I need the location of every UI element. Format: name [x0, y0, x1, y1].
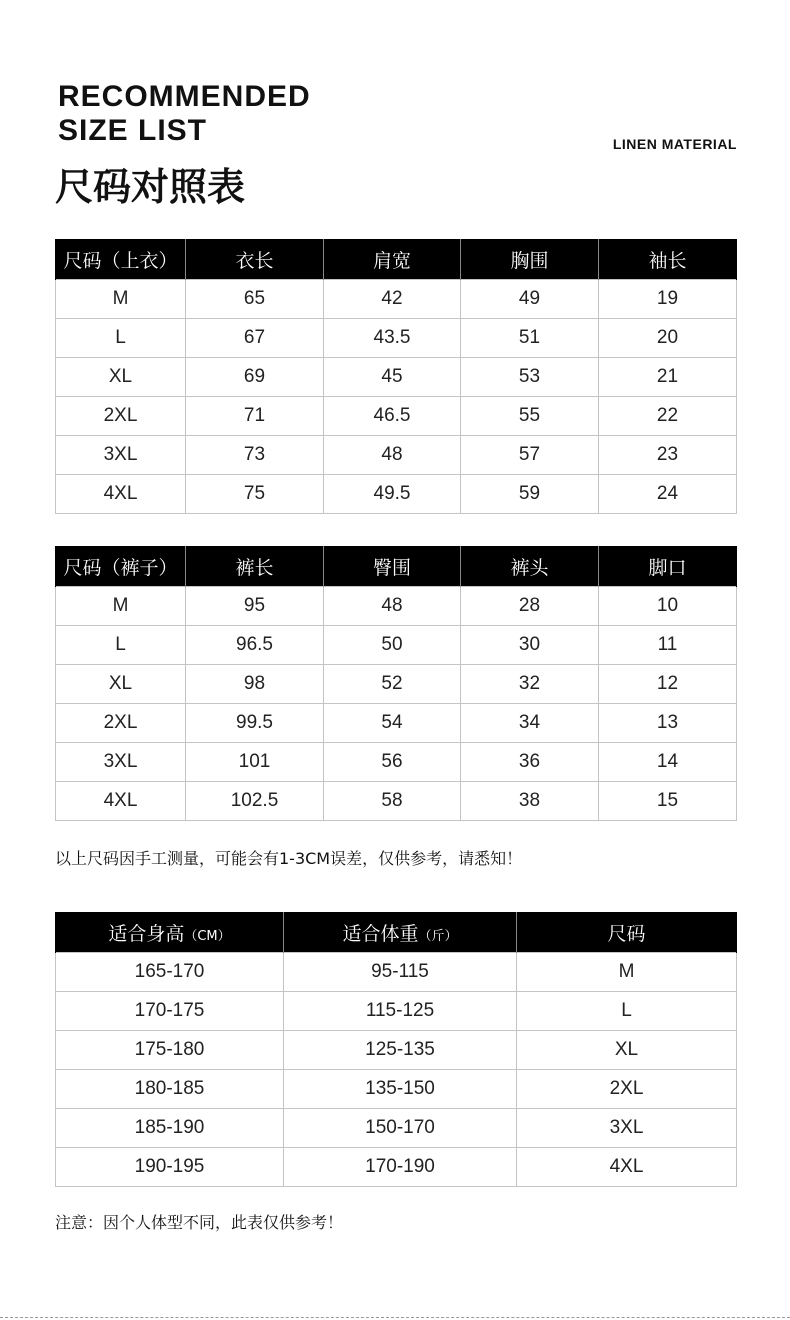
table-row — [56, 1070, 737, 1109]
body-type-note: 注意：因个人体型不同，此表仅供参考！ — [55, 1213, 344, 1232]
table-cell: 21 — [599, 358, 737, 397]
table-cell: 69 — [186, 358, 324, 397]
title-chinese: 尺码对照表 — [55, 165, 246, 209]
table-cell: 52 — [324, 665, 461, 704]
title-line-1: RECOMMENDED — [58, 80, 311, 113]
header-label: 适合体重 — [342, 922, 419, 945]
table-row — [56, 1148, 737, 1187]
table-row — [56, 992, 737, 1031]
table-cell: 175-180 — [56, 1031, 284, 1070]
table-cell: 65 — [186, 280, 324, 319]
table-cell: 99.5 — [186, 704, 324, 743]
table-cell: XL — [56, 358, 186, 397]
table-cell: XL — [56, 665, 186, 704]
table-row — [56, 436, 737, 475]
header-cell: 裤头 — [461, 546, 599, 587]
table-cell: L — [517, 992, 737, 1031]
table-cell: 98 — [186, 665, 324, 704]
table-cell: 185-190 — [56, 1109, 284, 1148]
table-row — [56, 704, 737, 743]
table-header-row — [56, 239, 737, 280]
title-english — [58, 80, 311, 148]
table-cell: 10 — [599, 587, 737, 626]
table-cell: 55 — [461, 397, 599, 436]
table-cell: L — [56, 319, 186, 358]
table-cell: 22 — [599, 397, 737, 436]
header-unit: （斤） — [418, 928, 458, 944]
table-cell: 56 — [324, 743, 461, 782]
table-cell: XL — [517, 1031, 737, 1070]
table-cell: 49.5 — [324, 475, 461, 514]
table-cell: 170-175 — [56, 992, 284, 1031]
table-cell: 73 — [186, 436, 324, 475]
table-cell: 150-170 — [284, 1109, 517, 1148]
header-label: 尺码 — [607, 922, 646, 945]
table-cell: 95-115 — [284, 953, 517, 992]
header-cell: 尺码（上衣） — [56, 239, 186, 280]
table-row — [56, 743, 737, 782]
table-cell: M — [56, 587, 186, 626]
top-size-table — [55, 239, 737, 514]
header-cell — [517, 912, 737, 953]
table-cell: 32 — [461, 665, 599, 704]
table-cell: 13 — [599, 704, 737, 743]
header-unit: （CM） — [184, 928, 231, 944]
table-cell: 96.5 — [186, 626, 324, 665]
header-cell: 臀围 — [324, 546, 461, 587]
table-cell: 3XL — [56, 436, 186, 475]
table-cell: 14 — [599, 743, 737, 782]
table-row — [56, 397, 737, 436]
table-row — [56, 319, 737, 358]
table-cell: L — [56, 626, 186, 665]
table-cell: 11 — [599, 626, 737, 665]
table-cell: 102.5 — [186, 782, 324, 821]
table-cell: 15 — [599, 782, 737, 821]
table-cell: 75 — [186, 475, 324, 514]
table-cell: 67 — [186, 319, 324, 358]
table-body — [56, 587, 737, 821]
header-cell: 尺码（裤子） — [56, 546, 186, 587]
table-cell: 43.5 — [324, 319, 461, 358]
header-cell — [56, 912, 284, 953]
table-header-row — [56, 912, 737, 953]
table-cell: 34 — [461, 704, 599, 743]
table-row — [56, 665, 737, 704]
title-line-2: SIZE LIST — [58, 114, 208, 147]
table-cell: 53 — [461, 358, 599, 397]
table-cell: 28 — [461, 587, 599, 626]
table-cell: 135-150 — [284, 1070, 517, 1109]
table-row — [56, 280, 737, 319]
table-cell: 48 — [324, 436, 461, 475]
table-cell: 58 — [324, 782, 461, 821]
table-cell: 4XL — [56, 782, 186, 821]
table-cell: 20 — [599, 319, 737, 358]
table-cell: 190-195 — [56, 1148, 284, 1187]
table-body — [56, 953, 737, 1187]
material-label: LINEN MATERIAL — [612, 136, 737, 152]
measurement-note: 以上尺码因手工测量，可能会有1-3CM误差，仅供参考，请悉知！ — [55, 849, 523, 868]
table-cell: 12 — [599, 665, 737, 704]
table-cell: 51 — [461, 319, 599, 358]
table-cell: 49 — [461, 280, 599, 319]
table-cell: 125-135 — [284, 1031, 517, 1070]
table-row — [56, 475, 737, 514]
table-cell: 180-185 — [56, 1070, 284, 1109]
table-cell: 24 — [599, 475, 737, 514]
table-cell: 54 — [324, 704, 461, 743]
table-cell: 46.5 — [324, 397, 461, 436]
table-cell: 95 — [186, 587, 324, 626]
header-cell: 胸围 — [461, 239, 599, 280]
table-cell: 2XL — [517, 1070, 737, 1109]
table-cell: 19 — [599, 280, 737, 319]
table-cell: 36 — [461, 743, 599, 782]
header-label: 适合身高 — [108, 922, 185, 945]
table-header-row — [56, 546, 737, 587]
table-row — [56, 587, 737, 626]
table-cell: 57 — [461, 436, 599, 475]
table-row — [56, 953, 737, 992]
table-cell: 115-125 — [284, 992, 517, 1031]
table-row — [56, 1031, 737, 1070]
table-cell: 3XL — [56, 743, 186, 782]
bottom-size-table — [55, 546, 737, 821]
table-row — [56, 358, 737, 397]
table-cell: 165-170 — [56, 953, 284, 992]
table-cell: 71 — [186, 397, 324, 436]
header-cell: 衣长 — [186, 239, 324, 280]
table-cell: 38 — [461, 782, 599, 821]
header-cell: 裤长 — [186, 546, 324, 587]
table-cell: 48 — [324, 587, 461, 626]
table-cell: 23 — [599, 436, 737, 475]
table-cell: 59 — [461, 475, 599, 514]
divider — [0, 1317, 790, 1318]
table-row — [56, 1109, 737, 1148]
table-cell: 42 — [324, 280, 461, 319]
table-body — [56, 280, 737, 514]
table-cell: M — [56, 280, 186, 319]
table-cell: 170-190 — [284, 1148, 517, 1187]
table-cell: 30 — [461, 626, 599, 665]
table-cell: 101 — [186, 743, 324, 782]
table-cell: 45 — [324, 358, 461, 397]
table-cell: 50 — [324, 626, 461, 665]
header-cell — [284, 912, 517, 953]
table-cell: M — [517, 953, 737, 992]
table-cell: 2XL — [56, 397, 186, 436]
fit-size-table — [55, 912, 737, 1187]
table-row — [56, 626, 737, 665]
table-row — [56, 782, 737, 821]
table-cell: 2XL — [56, 704, 186, 743]
table-cell: 4XL — [56, 475, 186, 514]
table-cell: 3XL — [517, 1109, 737, 1148]
header-cell: 肩宽 — [324, 239, 461, 280]
header-cell: 袖长 — [599, 239, 737, 280]
header-cell: 脚口 — [599, 546, 737, 587]
table-cell: 4XL — [517, 1148, 737, 1187]
